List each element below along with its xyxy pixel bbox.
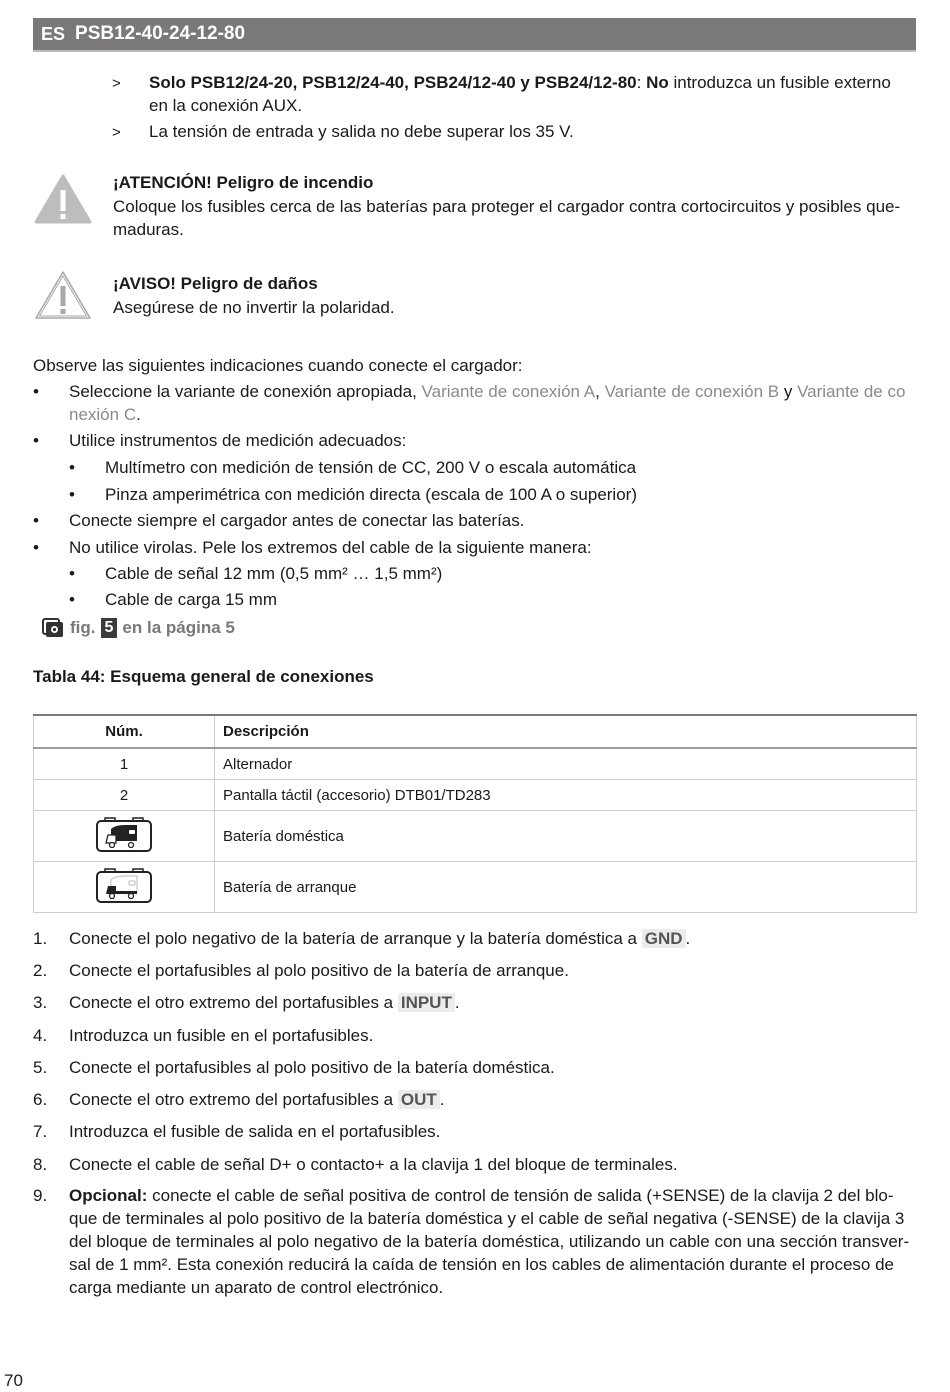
arrow-item bbox=[112, 71, 912, 117]
cell-num: 1 bbox=[34, 748, 215, 780]
warning-title: ¡AVISO! Peligro de daños bbox=[113, 274, 318, 293]
household-battery-icon bbox=[95, 815, 153, 853]
step-text: Conecte el portafusibles al polo positivo de la batería de arranque. bbox=[69, 961, 569, 980]
bullet-icon: • bbox=[33, 431, 39, 450]
step-number: 9. bbox=[33, 1186, 48, 1205]
warning-damage bbox=[33, 274, 913, 324]
bullet-text: Pinza amperimétrica con medición directa (escala de 100 A o superior) bbox=[105, 485, 637, 504]
warning-filled-icon bbox=[33, 173, 93, 225]
separator: : bbox=[636, 73, 647, 92]
step-number: 8. bbox=[33, 1155, 48, 1174]
table-header-row bbox=[34, 715, 917, 748]
fig-prefix: fig. bbox=[70, 618, 96, 637]
intro-text: Observe las siguientes indicaciones cuando conecte el cargador: bbox=[33, 356, 523, 375]
step-number: 1. bbox=[33, 929, 48, 948]
warning-body: Coloque los fusibles cerca de las baterías para proteger el cargador contra cortocircuitos y posibles que-maduras. bbox=[113, 197, 901, 239]
step-text: conecte el cable de señal positiva de control de tensión de salida (+SENSE) de la clavija 2 del blo-que de terminales al polo positivo de la batería doméstica y el cable de señal negativa (-SENSE) de la clavija 3 del bloque de terminales al polo negativo de la batería doméstica, utilizando un cable con una sección transver-sal de 1 mm². Esta conexión reducirá la caída de tensión en los cables de alimentación durante el proceso de carga mediante un aparato de control electrónico. bbox=[69, 1186, 910, 1297]
table-row bbox=[34, 811, 917, 862]
link-variant-b[interactable]: Variante de conexión B bbox=[604, 382, 780, 401]
warning-body: Asegúrese de no invertir la polaridad. bbox=[113, 298, 395, 317]
bullet-text: Seleccione la variante de conexión apropiada, bbox=[69, 382, 422, 401]
bullet-icon: • bbox=[33, 511, 39, 530]
step-text: Conecte el otro extremo del portafusibles a bbox=[69, 993, 398, 1012]
model-title: PSB12-40-24-12-80 bbox=[75, 23, 246, 44]
figure-reference-link[interactable] bbox=[42, 618, 235, 638]
no-bold: No bbox=[646, 73, 669, 92]
fig-number: 5 bbox=[101, 618, 118, 638]
arrow-text: La tensión de entrada y salida no debe superar los 35 V. bbox=[149, 122, 574, 141]
bullet-icon: • bbox=[69, 458, 75, 477]
table-row bbox=[34, 748, 917, 780]
cell-icon bbox=[34, 862, 215, 913]
bullet-text: Cable de señal 12 mm (0,5 mm² … 1,5 mm²) bbox=[105, 564, 443, 583]
table-title: Tabla 44: Esquema general de conexiones bbox=[33, 667, 374, 686]
step-text: Introduzca el fusible de salida en el portafusibles. bbox=[69, 1122, 441, 1141]
cell-num: 2 bbox=[34, 780, 215, 811]
warning-fire bbox=[33, 173, 913, 239]
table-row bbox=[34, 780, 917, 811]
language-code: ES bbox=[41, 23, 66, 44]
terminal-label-gnd: GND bbox=[642, 929, 686, 948]
bullet-text: No utilice virolas. Pele los extremos del cable de la siguiente manera: bbox=[69, 538, 592, 557]
bullet-icon: • bbox=[69, 590, 75, 609]
step-text: Conecte el polo negativo de la batería de arranque y la batería doméstica a bbox=[69, 929, 642, 948]
terminal-label-input: INPUT bbox=[398, 993, 455, 1012]
link-variant-a[interactable]: Variante de conexión A bbox=[421, 382, 596, 401]
header-bar bbox=[33, 18, 916, 52]
warning-title: ¡ATENCIÓN! Peligro de incendio bbox=[113, 173, 374, 192]
step-number: 2. bbox=[33, 961, 48, 980]
comma: , bbox=[595, 382, 605, 401]
header-description: Descripción bbox=[215, 715, 917, 748]
bullet-item bbox=[33, 380, 906, 426]
starter-battery-icon bbox=[95, 866, 153, 904]
period: . bbox=[685, 929, 691, 948]
cell-icon bbox=[34, 811, 215, 862]
step-number: 7. bbox=[33, 1122, 48, 1141]
cell-description: Batería de arranque bbox=[215, 862, 917, 913]
bullet-icon: • bbox=[33, 382, 39, 401]
step-number: 6. bbox=[33, 1090, 48, 1109]
terminal-label-out: OUT bbox=[398, 1090, 440, 1109]
bullet-icon: • bbox=[33, 538, 39, 557]
header-num: Núm. bbox=[34, 715, 215, 748]
bullet-icon: • bbox=[69, 564, 75, 583]
arrow-item bbox=[112, 120, 912, 143]
connections-table bbox=[33, 714, 917, 913]
bullet-text: Utilice instrumentos de medición adecuados: bbox=[69, 431, 407, 450]
arrow-marker-icon: > bbox=[112, 75, 121, 92]
step-text: Conecte el otro extremo del portafusibles a bbox=[69, 1090, 398, 1109]
bullet-icon: • bbox=[69, 485, 75, 504]
link-variant-c[interactable]: Variante de co nexión C bbox=[69, 382, 906, 424]
bullet-text: Multímetro con medición de tensión de CC, 200 V o escala automática bbox=[105, 458, 637, 477]
arrow-marker-icon: > bbox=[112, 124, 121, 141]
step-number: 3. bbox=[33, 993, 48, 1012]
step-number: 5. bbox=[33, 1058, 48, 1077]
conjunction: y bbox=[779, 382, 798, 401]
warning-outline-icon bbox=[33, 269, 93, 321]
bullet-text: Cable de carga 15 mm bbox=[105, 590, 277, 609]
optional-label: Opcional: bbox=[69, 1186, 148, 1205]
cell-description: Batería doméstica bbox=[215, 811, 917, 862]
period: . bbox=[136, 405, 141, 424]
step-number: 4. bbox=[33, 1026, 48, 1045]
cell-description: Pantalla táctil (accesorio) DTB01/TD283 bbox=[215, 780, 917, 811]
cell-description: Alternador bbox=[215, 748, 917, 780]
models-bold: Solo PSB12/24-20, PSB12/24-40, PSB24/12-40 y PSB24/12-80 bbox=[149, 73, 637, 92]
step-text: Introduzca un fusible en el portafusibles. bbox=[69, 1026, 374, 1045]
period: . bbox=[439, 1090, 445, 1109]
period: . bbox=[454, 993, 460, 1012]
page-number: 70 bbox=[4, 1371, 23, 1390]
arrow-text: introduzca un fusible externo en la conexión AUX. bbox=[149, 73, 891, 115]
camera-icon bbox=[42, 618, 64, 638]
step-text: Conecte el portafusibles al polo positivo de la batería doméstica. bbox=[69, 1058, 555, 1077]
step-text: Conecte el cable de señal D+ o contacto+ a la clavija 1 del bloque de terminales. bbox=[69, 1155, 678, 1174]
fig-suffix: en la página 5 bbox=[122, 618, 235, 637]
bullet-text: Conecte siempre el cargador antes de conectar las baterías. bbox=[69, 511, 525, 530]
table-row bbox=[34, 862, 917, 913]
